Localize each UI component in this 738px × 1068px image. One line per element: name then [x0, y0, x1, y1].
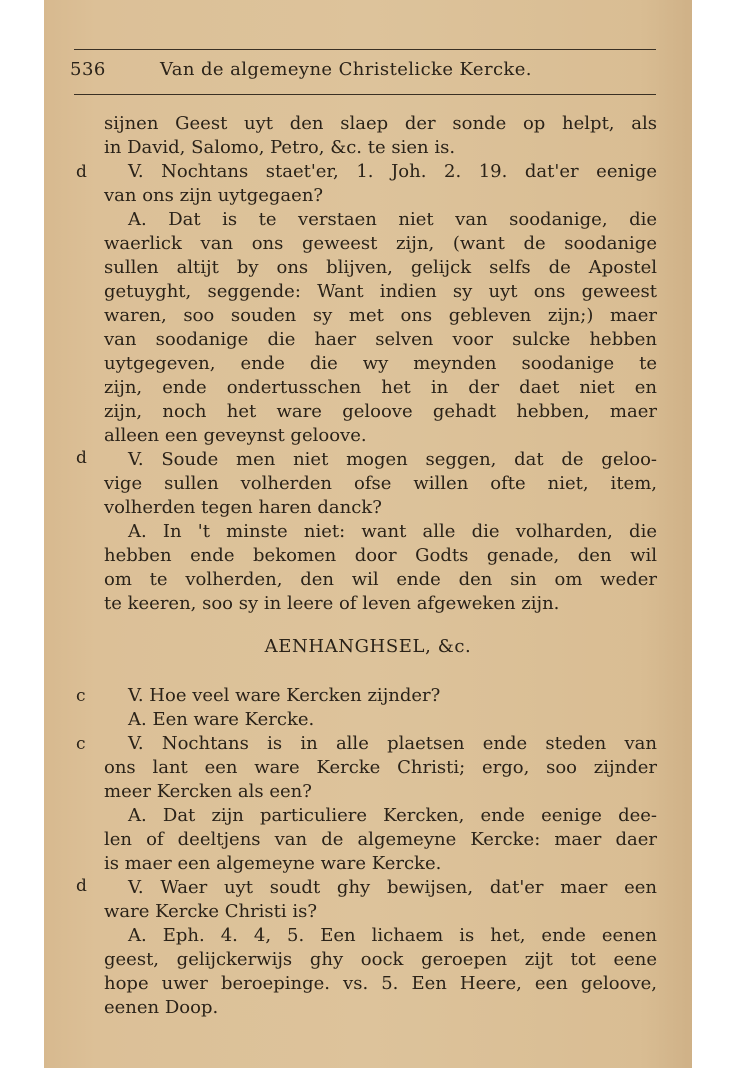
- text-line: zijn, ende ondertusschen het in der daet niet en: [104, 377, 657, 398]
- text-line: sullen altijt by ons blijven, gelijck selfs de Apostel: [104, 257, 657, 278]
- margin-note: d: [76, 448, 87, 468]
- answer-line: A. Een ware Kercke.: [128, 709, 315, 730]
- question-line: V. Waer uyt soudt ghy bewijsen, dat'er maer een: [128, 877, 657, 898]
- text-line: alleen een geveynst geloove.: [104, 425, 367, 446]
- text-line: waren, soo souden sy met ons gebleven zijn;) maer: [104, 305, 657, 326]
- text-line: ware Kercke Christi is?: [104, 901, 318, 922]
- text-line: van ons zijn uytgegaen?: [104, 185, 324, 206]
- text-line: waerlick van ons geweest zijn, (want de soodanige: [104, 233, 657, 254]
- text-line: volherden tegen haren danck?: [104, 497, 382, 518]
- text-line: eenen Doop.: [104, 997, 219, 1018]
- answer-line: A. Eph. 4. 4, 5. Een lichaem is het, ende eenen: [128, 925, 657, 946]
- text-line: in David, Salomo, Petro, &c. te sien is.: [104, 137, 456, 158]
- text-line: te keeren, soo sy in leere of leven afgeweken zijn.: [104, 593, 560, 614]
- page-header: [44, 59, 692, 87]
- text-line: uytgegeven, ende die wy meynden soodanige te: [104, 353, 657, 374]
- answer-line: A. In 't minste niet: want alle die volharden, die: [128, 521, 657, 542]
- header-rule-bottom: [74, 94, 656, 95]
- text-line: is maer een algemeyne ware Kercke.: [104, 853, 442, 874]
- text-line: getuyght, seggende: Want indien sy uyt ons geweest: [104, 281, 657, 302]
- text-line: meer Kercken als een?: [104, 781, 312, 802]
- answer-line: A. Dat zijn particuliere Kercken, ende eenige dee-: [128, 805, 657, 826]
- question-line: V. Hoe veel ware Kercken zijnder?: [128, 685, 441, 706]
- running-title: Van de algemeyne Christelicke Kercke.: [160, 59, 532, 80]
- text-line: om te volherden, den wil ende den sin om weder: [104, 569, 657, 590]
- text-line: len of deeltjens van de algemeyne Kercke: maer daer: [104, 829, 657, 850]
- text-line: ons lant een ware Kercke Christi; ergo, soo zijnder: [104, 757, 657, 778]
- margin-note: c: [76, 734, 86, 754]
- text-line: geest, gelijckerwijs ghy oock geroepen zijt tot eene: [104, 949, 657, 970]
- margin-note: c: [76, 686, 86, 706]
- text-line: vige sullen volherden ofse willen ofte niet, item,: [104, 473, 657, 494]
- margin-note: d: [76, 876, 87, 896]
- text-line: zijn, noch het ware geloove gehadt hebben, maer: [104, 401, 657, 422]
- page-number: 536: [70, 59, 106, 80]
- book-page: [44, 0, 692, 1068]
- answer-line: A. Dat is te verstaen niet van soodanige, die: [128, 209, 657, 230]
- text-line: sijnen Geest uyt den slaep der sonde op helpt, als: [104, 113, 657, 134]
- question-line: V. Soude men niet mogen seggen, dat de geloo-: [128, 449, 657, 470]
- text-line: van soodanige die haer selven voor sulcke hebben: [104, 329, 657, 350]
- text-line: hope uwer beroepinge. vs. 5. Een Heere, een geloove,: [104, 973, 657, 994]
- text-line: hebben ende bekomen door Godts genade, den wil: [104, 545, 657, 566]
- header-rule-top: [74, 49, 656, 50]
- section-heading: AENHANGHSEL, &c.: [264, 636, 472, 657]
- question-line: V. Nochtans is in alle plaetsen ende steden van: [128, 733, 657, 754]
- question-line: V. Nochtans staet'er, 1. Joh. 2. 19. dat'er eenige: [128, 161, 657, 182]
- margin-note: d: [76, 162, 87, 182]
